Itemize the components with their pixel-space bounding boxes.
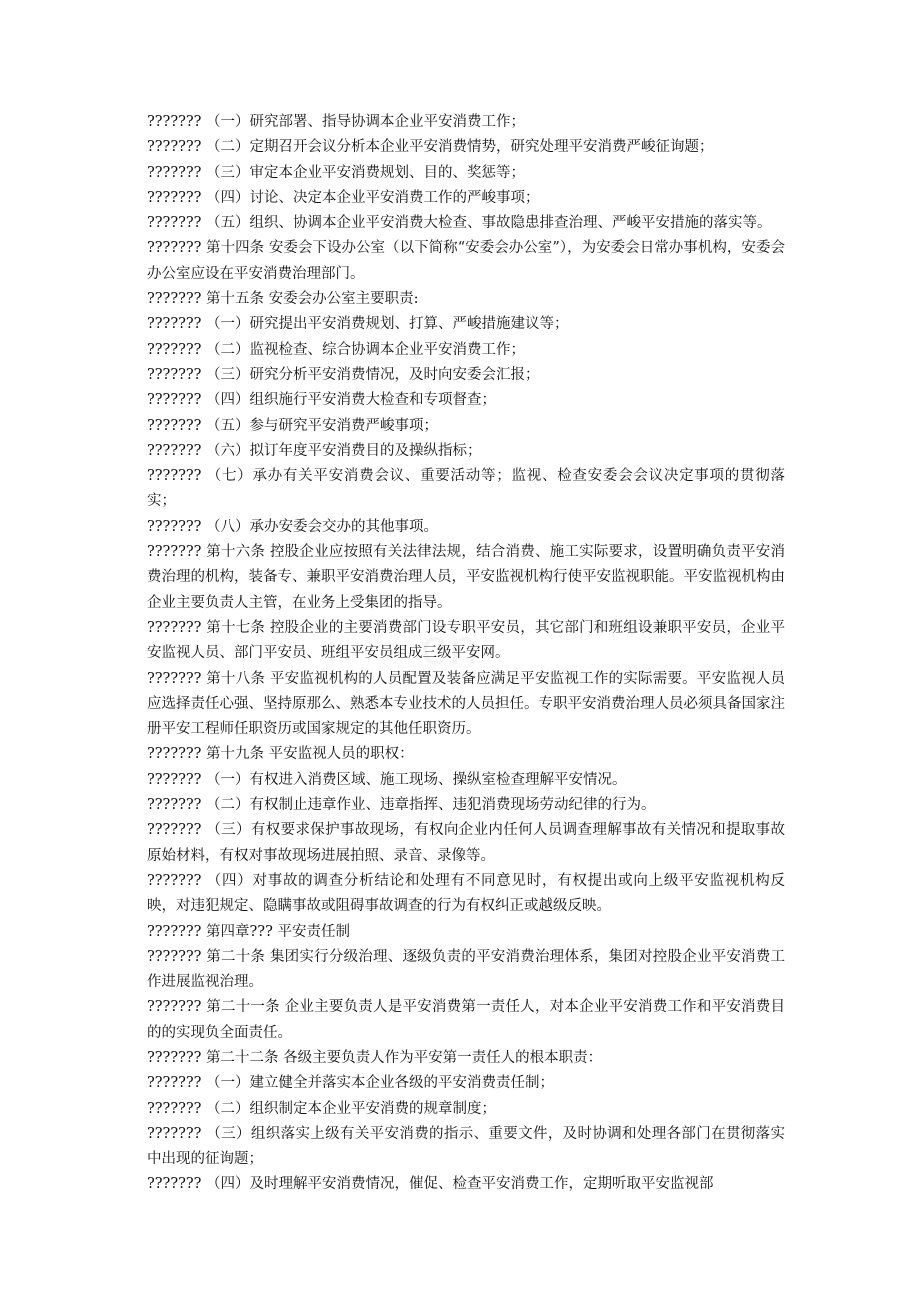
paragraph: ??????? 第十四条 安委会下设办公室（以下简称“安委会办公室”），为安委会日常办事机构，安委会办公室应设在平安消费治理部门。 <box>147 240 785 282</box>
paragraph: ??????? （五）参与研究平安消费严峻事项； <box>147 417 439 434</box>
paragraph: ??????? （七）承办有关平安消费会议、重要活动等；监视、检查安委会会议决定事项的贯彻落实； <box>147 468 785 510</box>
paragraph: ??????? （六）拟订年度平安消费目的及操纵指标； <box>147 442 482 459</box>
paragraph: ??????? 第二十二条 各级主要负责人作为平安第一责任人的根本职责： <box>147 1049 603 1066</box>
paragraph: ??????? （二）有权制止违章作业、违章指挥、违犯消费现场劳动纪律的行为。 <box>147 797 656 814</box>
paragraph: ??????? （一）研究提出平安消费规划、打算、严峻措施建议等； <box>147 316 569 333</box>
paragraph: ??????? 第十六条 控股企业应按照有关法律法规，结合消费、施工实际要求，设置明确负责平安消费治理的机构，装备专、兼职平安消费治理人员，平安监视机构行使平安监视职能。平安监视机构由企业主要负责人主管，在业务上受集团的指导。 <box>147 544 785 611</box>
paragraph: ??????? 第二十一条 企业主要负责人是平安消费第一责任人，对本企业平安消费工作和平安消费目的的实现负全面责任。 <box>147 999 785 1041</box>
paragraph: ??????? 第十八条 平安监视机构的人员配置及装备应满足平安监视工作的实际需要。平安监视人员应选择责任心强、坚持原那么、熟悉本专业技术的人员担任。专职平安消费治理人员必须具备国家注册平安工程师任职资历或国家规定的其他任职资历。 <box>147 670 785 738</box>
paragraph: ??????? （一）建立健全并落实本企业各级的平安消费责任制； <box>147 1075 555 1092</box>
paragraph: ??????? （二）监视检查、综合协调本企业平安消费工作； <box>147 341 526 358</box>
paragraph: ??????? 第十九条 平安监视人员的职权： <box>147 746 414 763</box>
paragraph: ??????? （四）对事故的调查分析结论和处理有不同意见时，有权提出或向上级平安监视机构反映，对违犯规定、隐瞒事故或阻碍事故调查的行为有权纠正或越级反映。 <box>147 872 785 915</box>
paragraph: ??????? （四）及时理解平安消费情况，催促、检查平安消费工作，定期听取平安监视部 <box>147 1176 714 1193</box>
paragraph: ??????? （三）组织落实上级有关平安消费的指示、重要文件，及时协调和处理各部门在贯彻落实中出现的征询题； <box>147 1125 785 1168</box>
paragraph: ??????? （三）有权要求保护事故现场，有权向企业内任何人员调查理解事故有关情况和提取事故原始材料，有权对事故现场进展拍照、录音、录像等。 <box>147 822 785 864</box>
paragraph: ??????? 第二十条 集团实行分级治理、逐级负责的平安消费治理体系，集团对控股企业平安消费工作进展监视治理。 <box>147 948 785 991</box>
paragraph: ??????? （一）研究部署、指导协调本企业平安消费工作； <box>147 114 526 130</box>
chapter-heading: ??????? 第四章??? 平安责任制 <box>147 923 350 940</box>
paragraph: ??????? （三）审定本企业平安消费规划、目的、奖惩等； <box>147 164 526 181</box>
paragraph: ??????? （四）讨论、决定本企业平安消费工作的严峻事项； <box>147 189 540 206</box>
paragraph: ??????? 第十七条 控股企业的主要消费部门设专职平安员，其它部门和班组设兼职平安员，企业平安监视人员、部门平安员、班组平安员组成三级平安网。 <box>147 619 785 662</box>
paragraph: ??????? （八）承办安委会交办的其他事项。 <box>147 518 439 535</box>
paragraph: ??????? （三）研究分析平安消费情况，及时向安委会汇报； <box>147 366 540 383</box>
paragraph: ??????? （五）组织、协调本企业平安消费大检查、事故隐患排查治理、严峻平安措施的落实等。 <box>147 215 772 232</box>
paragraph: ??????? （二）组织制定本企业平安消费的规章制度； <box>147 1100 497 1117</box>
paragraph: ??????? （二）定期召开会议分析本企业平安消费情势，研究处理平安消费严峻征询题； <box>147 139 714 156</box>
document-body <box>147 110 785 1198</box>
paragraph: ??????? （一）有权进入消费区域、施工现场、操纵室检查理解平安情况。 <box>147 771 627 788</box>
paragraph: ??????? （四）组织施行平安消费大检查和专项督查； <box>147 392 497 409</box>
paragraph: ??????? 第十五条 安委会办公室主要职责: <box>147 291 419 308</box>
